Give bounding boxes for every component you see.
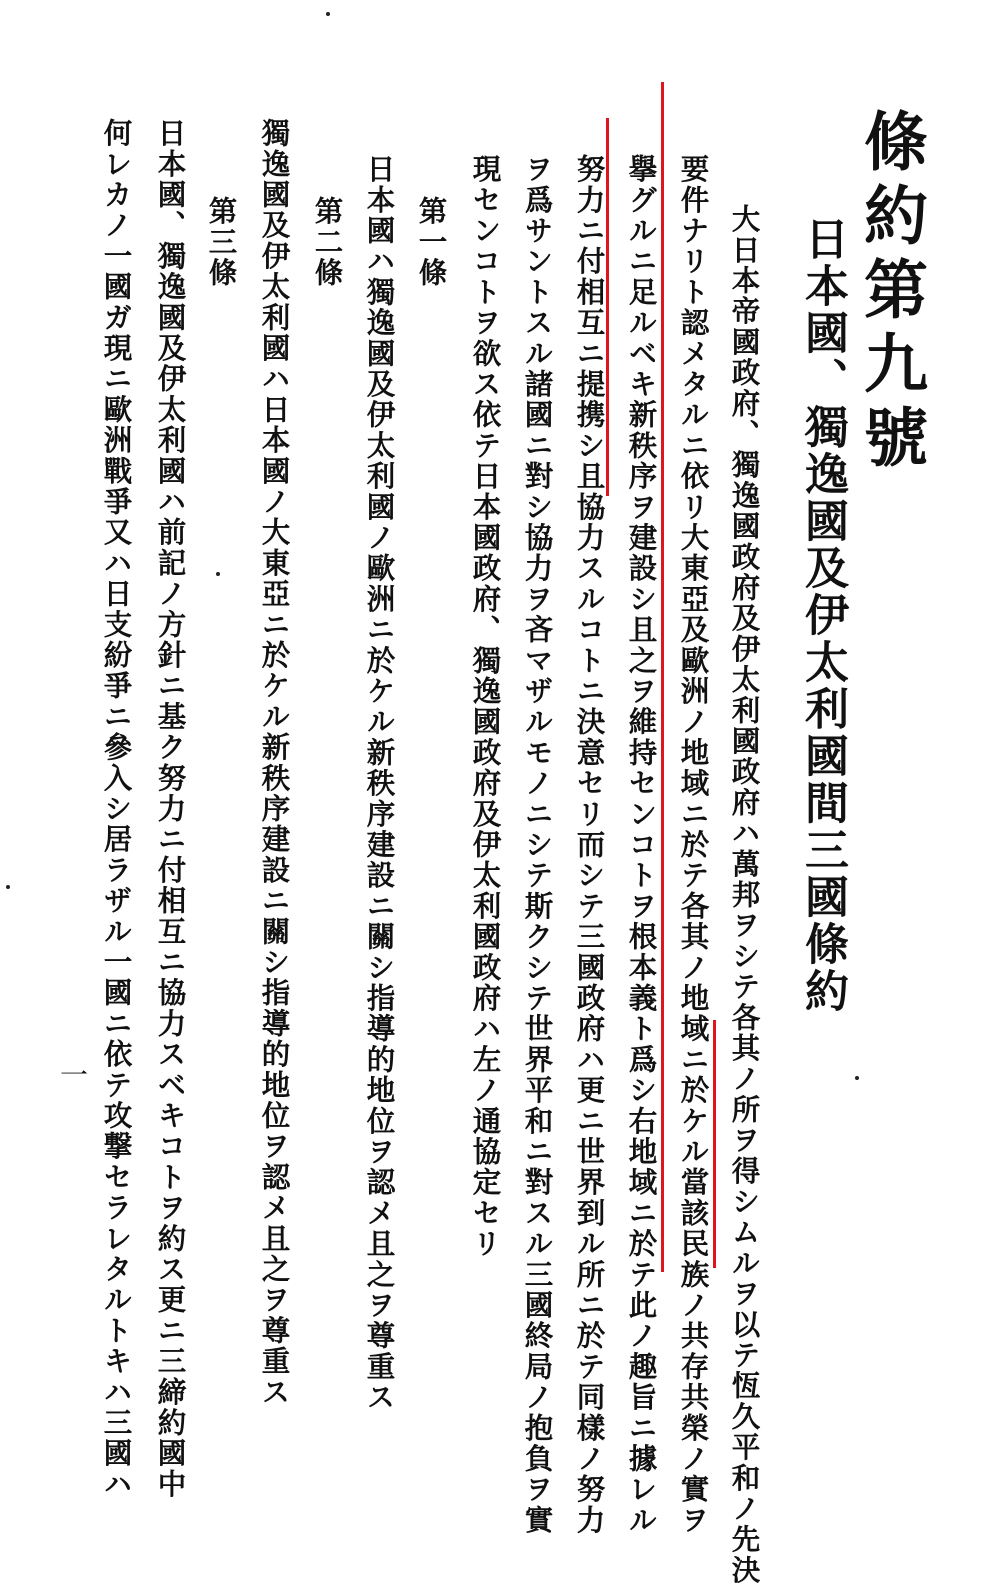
preamble-line-4: 努力ニ付相互ニ提携シ且協力スルコトニ決意セリ而シテ三國政府ハ更ニ世界到ル所ニ於テ同樣ノ努力 <box>572 154 607 1536</box>
article-2-text: 獨逸國及伊太利國ハ日本國ノ大東亞ニ於ケル新秩序建設ニ關シ指導的地位ヲ認メ且之ヲ尊重ス <box>257 118 292 1408</box>
red-annotation-line <box>713 1020 716 1268</box>
scan-speck <box>326 12 330 16</box>
document-title: 條約第九號 <box>853 108 928 478</box>
article-1-text: 日本國ハ獨逸國及伊太利國ノ歐洲ニ於ケル新秩序建設ニ關シ指導的地位ヲ認メ且之ヲ尊重ス <box>362 154 397 1413</box>
article-2-heading: 第二條 <box>310 196 345 289</box>
article-3-heading: 第三條 <box>204 196 239 289</box>
article-3-line-1: 日本國、獨逸國及伊太利國ハ前記ノ方針ニ基ク努力ニ付相互ニ協力スベキコトヲ約ス更ニ三締約國中 <box>153 118 188 1500</box>
scan-speck <box>216 572 220 576</box>
red-annotation-line <box>606 118 609 496</box>
document-subtitle: 日本國、獨逸國及伊太利國間三國條約 <box>797 216 848 1015</box>
preamble-line-5: ヲ爲サントスル諸國ニ對シ協力ヲ吝マザルモノニシテ斯クシテ世界平和ニ對スル三國終局ノ抱負ヲ實 <box>520 154 555 1536</box>
article-1-heading: 第一條 <box>414 196 449 289</box>
preamble-line-2: 要件ナリト認メタルニ依リ大東亞及歐洲ノ地域ニ於テ各其ノ地域ニ於ケル當該民族ノ共存共榮ノ實ヲ <box>676 154 711 1536</box>
page-number: 一 <box>56 1060 89 1088</box>
red-annotation-line <box>661 82 664 1272</box>
preamble-line-3: 擧グルニ足ルベキ新秩序ヲ建設シ且之ヲ維持センコトヲ根本義ト爲シ右地域ニ於テ此ノ趣旨ニ據レル <box>624 154 659 1536</box>
preamble-line-1: 大日本帝國政府、獨逸國政府及伊太利國政府ハ萬邦ヲシテ各其ノ所ヲ得シムルヲ以テ恆久平和ノ先決 <box>727 204 762 1586</box>
article-3-line-2: 何レカノ一國ガ現ニ歐洲戰爭又ハ日支紛爭ニ參入シ居ラザル一國ニ依テ攻撃セラレタルトキハ三國ハ <box>99 118 134 1500</box>
preamble-line-6: 現センコトヲ欲ス依テ日本國政府、獨逸國政府及伊太利國政府ハ左ノ通協定セリ <box>468 154 503 1260</box>
scan-speck <box>855 1076 859 1080</box>
scan-speck <box>6 885 10 889</box>
